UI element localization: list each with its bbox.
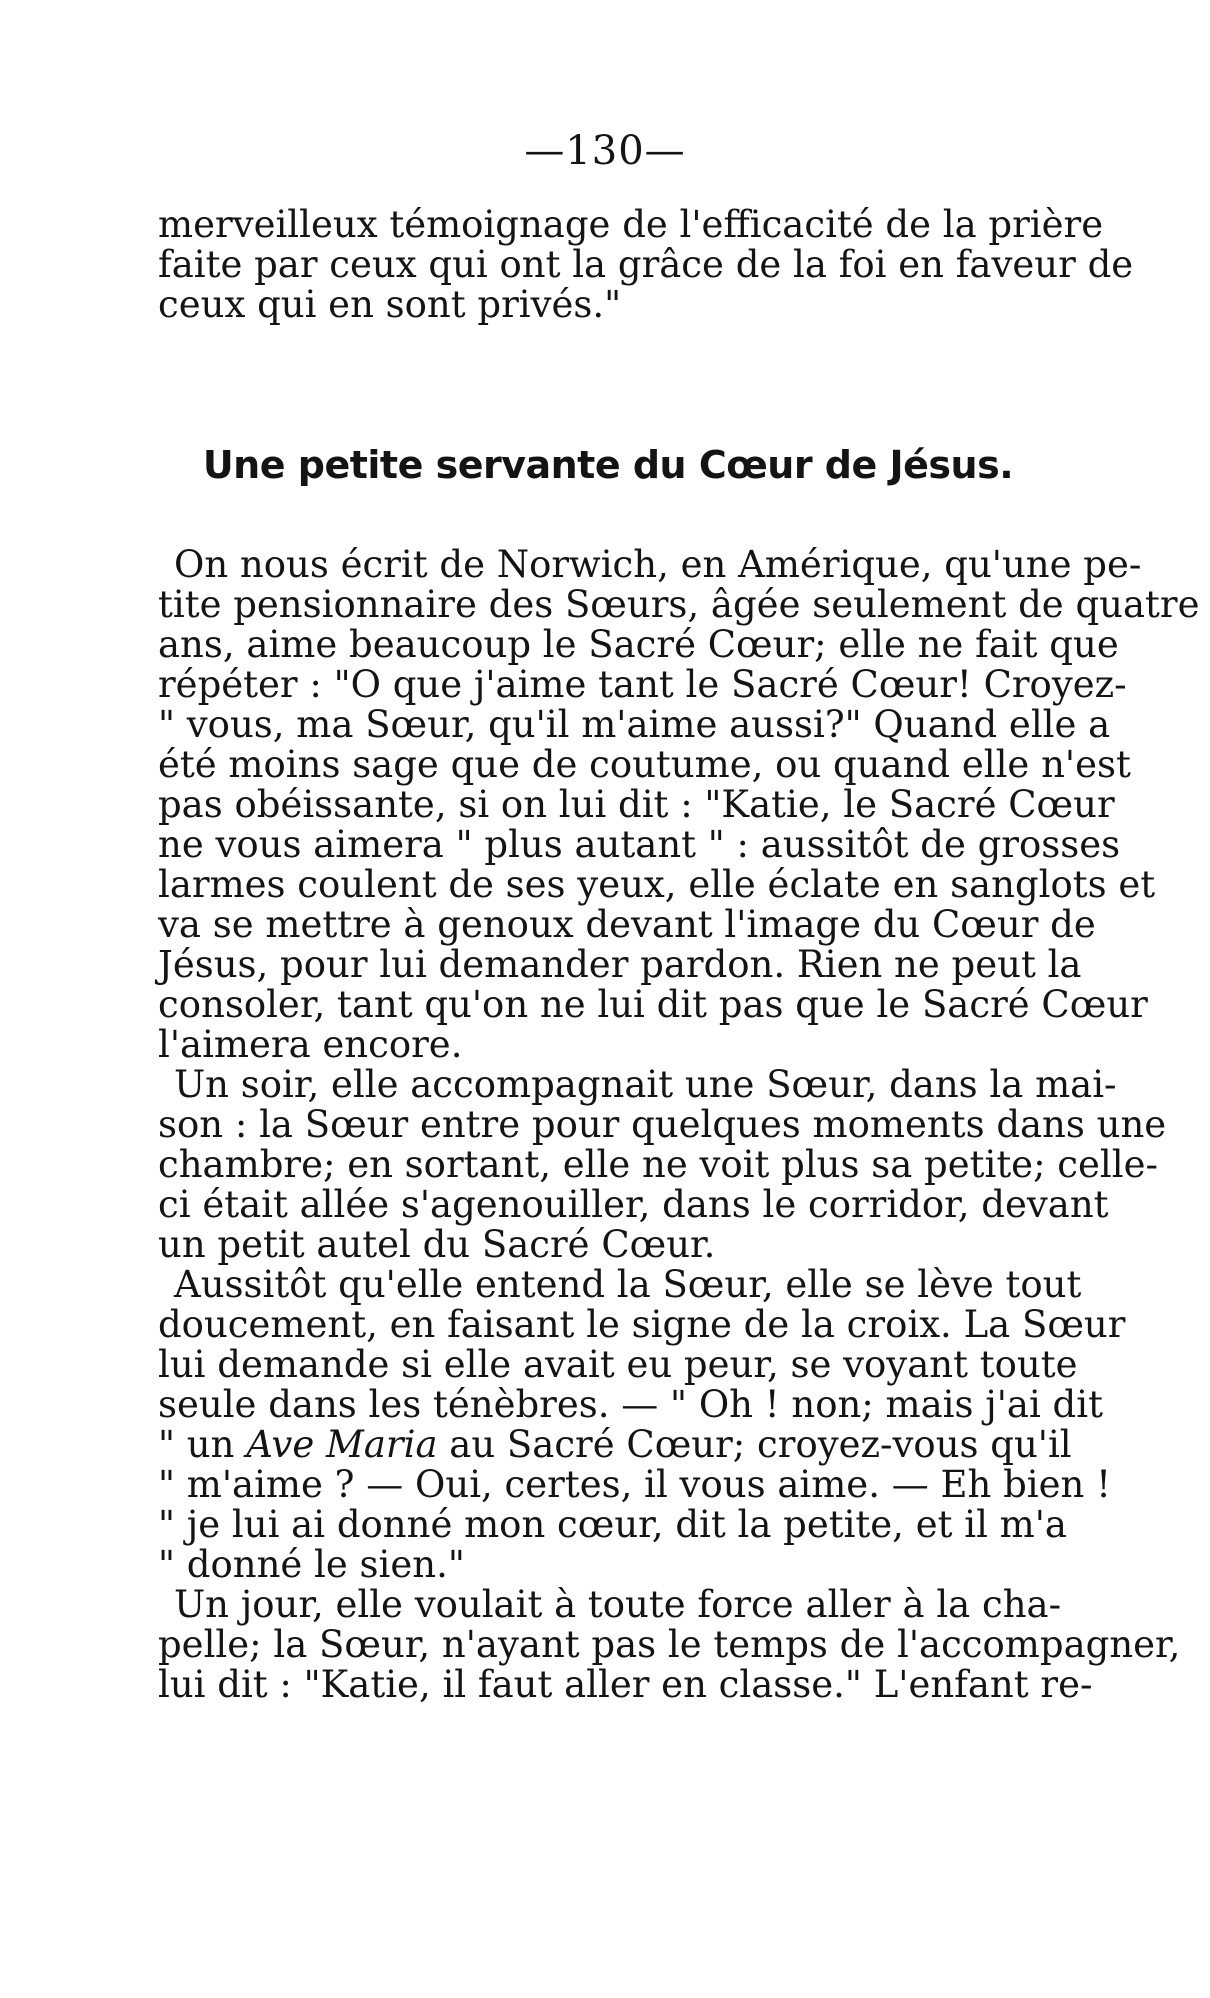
text-line: son : la Sœur entre pour quelques moments dans une: [158, 1103, 1167, 1146]
page-number: —130—: [524, 128, 686, 174]
paragraph: [158, 1063, 1167, 1266]
text-line: lui demande si elle avait eu peur, se voyant toute: [158, 1343, 1078, 1386]
text-line: On nous écrit de Norwich, en Amérique, qu'une pe-: [174, 543, 1142, 586]
page-body: [158, 203, 1200, 1706]
paragraph: [158, 543, 1200, 1066]
text-line: pelle; la Sœur, n'ayant pas le temps de l'accompagner,: [158, 1623, 1181, 1666]
text-line: ne vous aimera " plus autant " : aussitôt de grosses: [158, 823, 1121, 866]
paragraph-closing-quote: [158, 203, 1134, 326]
text-line: tite pensionnaire des Sœurs, âgée seulement de quatre: [158, 583, 1200, 626]
text-line: pas obéissante, si on lui dit : "Katie, le Sacré Cœur: [158, 783, 1115, 826]
text-line: un petit autel du Sacré Cœur.: [158, 1223, 716, 1266]
text-line: larmes coulent de ses yeux, elle éclate en sanglots et: [158, 863, 1156, 906]
text-line: Jésus, pour lui demander pardon. Rien ne peut la: [158, 943, 1082, 986]
text-line: consoler, tant qu'on ne lui dit pas que le Sacré Cœur: [158, 983, 1148, 1026]
text-line: Un jour, elle voulait à toute force aller à la cha-: [174, 1583, 1062, 1626]
section-heading: Une petite servante du Cœur de Jésus.: [202, 443, 1014, 487]
text-line: faite par ceux qui ont la grâce de la foi en faveur de: [158, 243, 1134, 286]
text-line: " vous, ma Sœur, qu'il m'aime aussi?" Quand elle a: [158, 703, 1111, 746]
text-line: ans, aime beaucoup le Sacré Cœur; elle ne fait que: [158, 623, 1119, 666]
text-line: Un soir, elle accompagnait une Sœur, dans la mai-: [174, 1063, 1117, 1106]
text-line: Aussitôt qu'elle entend la Sœur, elle se lève tout: [174, 1263, 1082, 1306]
italic-phrase: Ave Maria: [246, 1423, 438, 1466]
text-line: merveilleux témoignage de l'efficacité de la prière: [158, 203, 1104, 246]
paragraph: [158, 1263, 1126, 1586]
text-line: " donné le sien.": [158, 1543, 465, 1586]
text-line: ceux qui en sont privés.": [158, 283, 622, 326]
text-line: été moins sage que de coutume, ou quand elle n'est: [158, 743, 1131, 786]
text-line: chambre; en sortant, elle ne voit plus sa petite; celle-: [158, 1143, 1158, 1186]
text-line: " m'aime ? — Oui, certes, il vous aime. — Eh bien !: [158, 1463, 1111, 1506]
paragraph: [158, 1583, 1181, 1706]
text-line: va se mettre à genoux devant l'image du Cœur de: [158, 903, 1096, 946]
text-line: lui dit : "Katie, il faut aller en classe." L'enfant re-: [158, 1663, 1093, 1706]
text-line: l'aimera encore.: [158, 1023, 463, 1066]
text-line: ci était allée s'agenouiller, dans le corridor, devant: [158, 1183, 1109, 1226]
text-line: " je lui ai donné mon cœur, dit la petite, et il m'a: [158, 1503, 1067, 1546]
text-line: doucement, en faisant le signe de la croix. La Sœur: [158, 1303, 1126, 1346]
text-line: répéter : "O que j'aime tant le Sacré Cœur! Croyez-: [158, 663, 1127, 706]
text-line: " un Ave Maria au Sacré Cœur; croyez-vous qu'il: [158, 1423, 1072, 1466]
text-line: seule dans les ténèbres. — " Oh ! non; mais j'ai dit: [158, 1383, 1103, 1426]
